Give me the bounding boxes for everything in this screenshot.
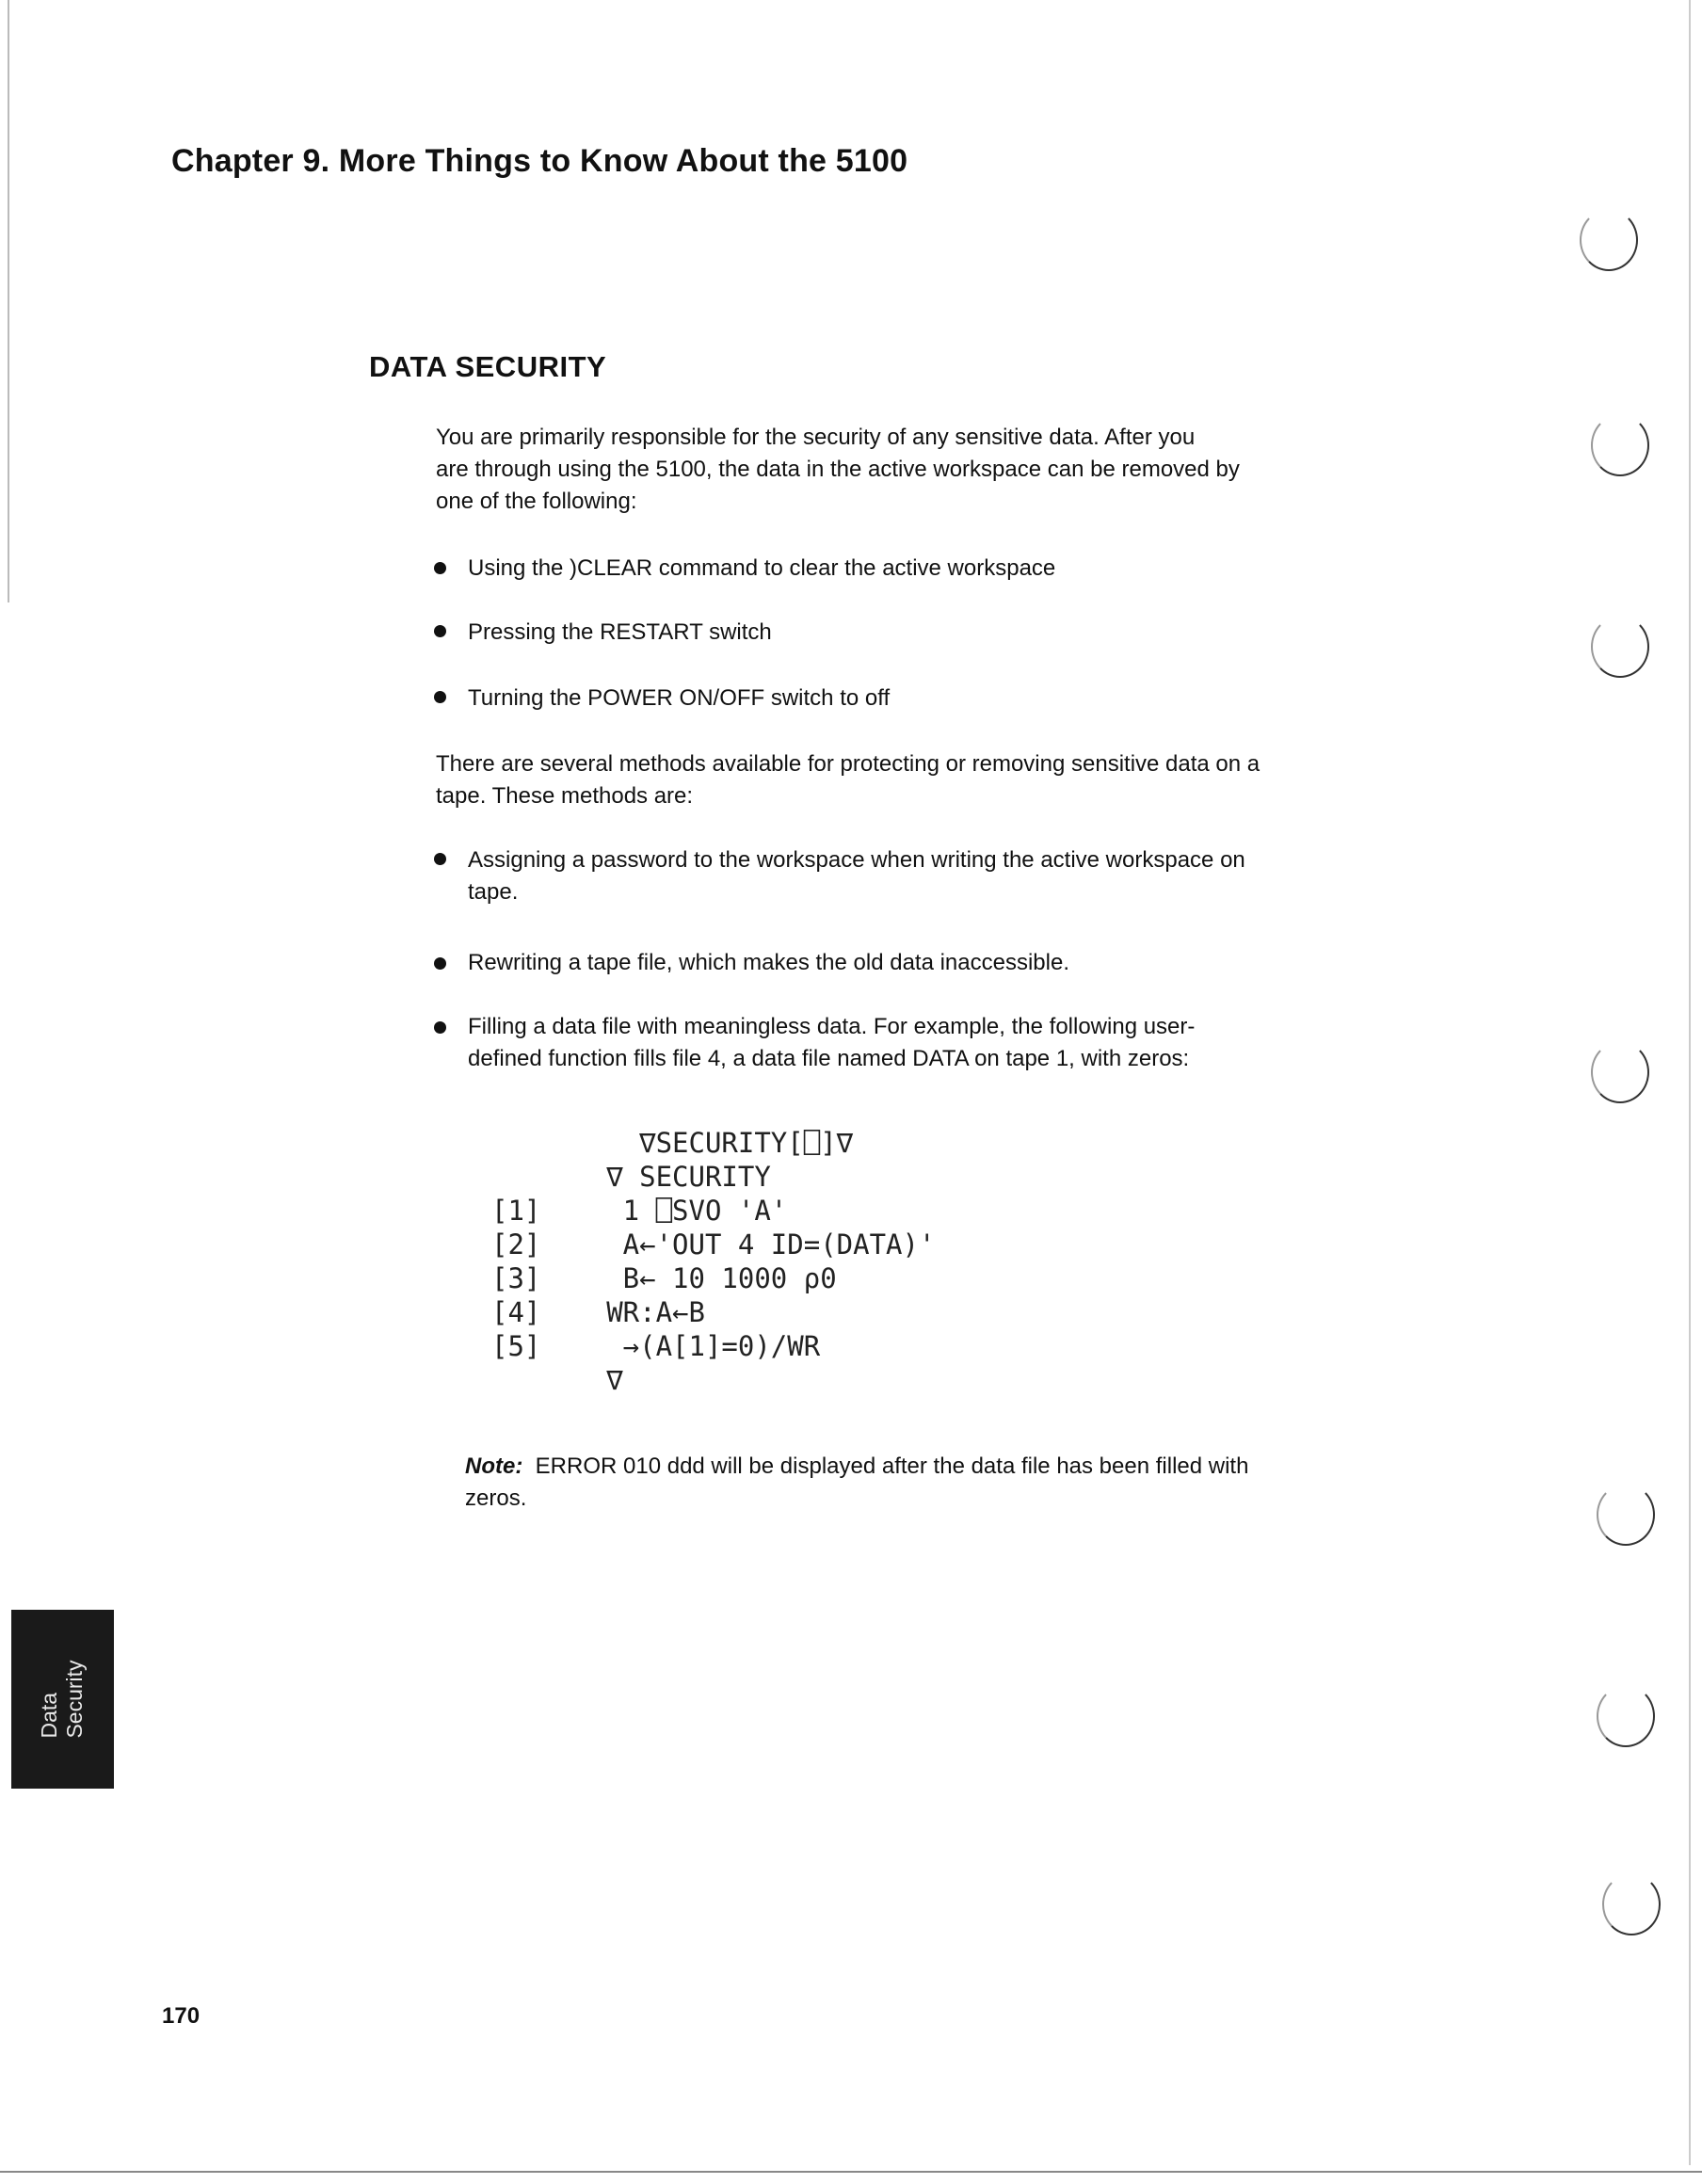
code-line: ∇ [491,1364,623,1396]
bullet-icon [434,853,446,865]
bullet-icon [434,957,446,970]
tape-paragraph [436,748,1377,812]
bottom-edge-line [0,2171,1702,2173]
note [465,1451,1406,1515]
binder-hole-icon [1597,1685,1655,1747]
intro-line: one of the following: [436,489,637,514]
tape-line: There are several methods available for protecting or removing sensitive data on a [436,751,1260,777]
intro-line: are through using the 5100, the data in the active workspace can be removed by [436,457,1240,482]
code-line: [4] WR:A←B [491,1296,705,1328]
binder-hole-icon [1591,616,1649,678]
intro-line: You are primarily responsible for the security of any sensitive data. After you [436,425,1196,450]
side-tab-label [37,1660,88,1738]
note-text-continued: zeros. [465,1485,527,1511]
code-line: [5] →(A[1]=0)/WR [491,1330,821,1362]
bullet-icon [434,1021,446,1034]
intro-paragraph [436,422,1377,518]
bullet-item: Pressing the RESTART switch [468,619,772,645]
binder-hole-icon [1580,209,1638,271]
code-line: ∇SECURITY[⎕]∇ [491,1127,854,1159]
chapter-title: Chapter 9. More Things to Know About the 5100 [171,143,908,179]
bullet-icon [434,691,446,703]
bullet-line: tape. [468,879,519,905]
bullet-item [468,1011,1390,1075]
code-line: ∇ SECURITY [491,1161,771,1193]
section-heading: DATA SECURITY [369,350,607,383]
binder-hole-icon [1602,1873,1661,1935]
binder-hole-icon [1591,1041,1649,1103]
page-number: 170 [162,2003,201,2029]
bullet-line: defined function fills file 4, a data file named DATA on tape 1, with zeros: [468,1046,1190,1071]
tape-line: tape. These methods are: [436,783,694,809]
bullet-item: Using the )CLEAR command to clear the active workspace [468,555,1056,581]
binder-hole-icon [1591,414,1649,476]
bullet-line: Assigning a password to the workspace when writing the active workspace on [468,847,1245,873]
code-line: [2] A←'OUT 4 ID=(DATA)' [491,1228,936,1261]
side-index-tab [11,1610,114,1789]
code-listing [491,1126,935,1397]
note-label: Note: [465,1453,523,1479]
side-tab-line: Security [62,1660,87,1739]
code-line: [1] 1 ⎕SVO 'A' [491,1195,788,1227]
bullet-item [468,844,1390,908]
side-tab-line: Data [37,1692,61,1739]
note-text: ERROR 010 ddd will be displayed after the data file has been filled with [535,1453,1249,1479]
left-edge-line [8,0,9,602]
bullet-line: Filling a data file with meaningless data. For example, the following user- [468,1014,1196,1039]
bullet-icon [434,562,446,574]
binder-hole-icon [1597,1484,1655,1546]
bullet-icon [434,625,446,637]
code-line: [3] B← 10 1000 ⍴0 [491,1262,837,1294]
right-edge-line [1689,0,1691,2165]
bullet-item: Turning the POWER ON/OFF switch to off [468,685,891,711]
bullet-item: Rewriting a tape file, which makes the old data inaccessible. [468,950,1069,975]
